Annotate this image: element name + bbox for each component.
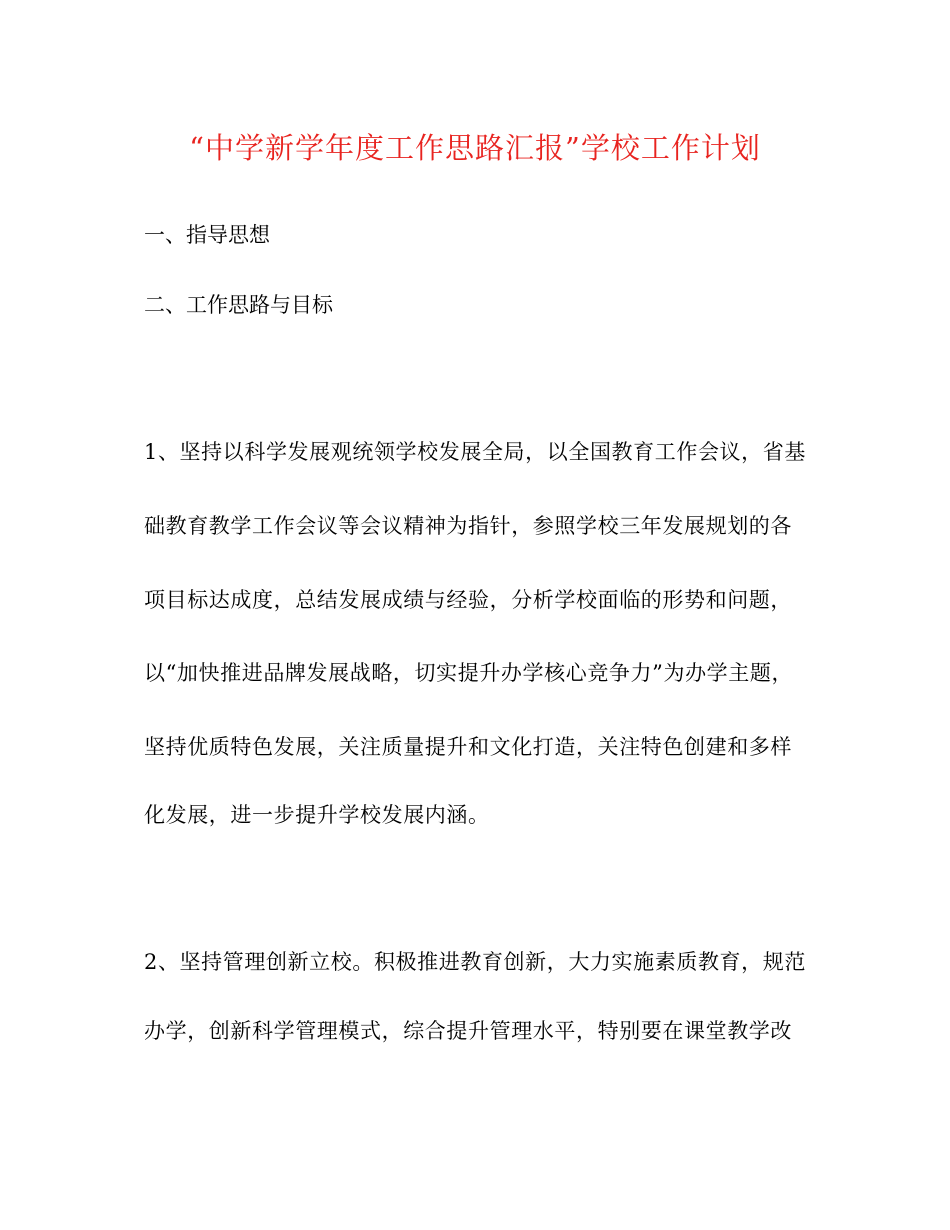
section-heading-work-ideas-goals: 二、工作思路与目标: [144, 293, 333, 317]
document-title: “中学新学年度工作思路汇报”学校工作计划: [189, 131, 761, 165]
paragraph-line: 坚持优质特色发展，关注质量提升和文化打造，关注特色创建和多样: [144, 735, 792, 759]
paragraph-line: 化发展，进一步提升学校发展内涵。: [144, 803, 490, 827]
paragraph-line: 项目标达成度，总结发展成绩与经验，分析学校面临的形势和问题，: [144, 588, 792, 612]
paragraph-line: 办学，创新科学管理模式，综合提升管理水平，特别要在课堂教学改: [144, 1019, 792, 1043]
paragraph-line: 础教育教学工作会议等会议精神为指针，参照学校三年发展规划的各: [144, 514, 792, 538]
paragraph-line: 1、坚持以科学发展观统领学校发展全局，以全国教育工作会议，省基: [144, 440, 806, 464]
section-heading-guiding-ideology: 一、指导思想: [144, 223, 270, 247]
paragraph-line: 以“加快推进品牌发展战略，切实提升办学核心竞争力”为办学主题，: [144, 661, 794, 685]
paragraph-line: 2、坚持管理创新立校。积极推进教育创新，大力实施素质教育，规范: [144, 950, 806, 974]
